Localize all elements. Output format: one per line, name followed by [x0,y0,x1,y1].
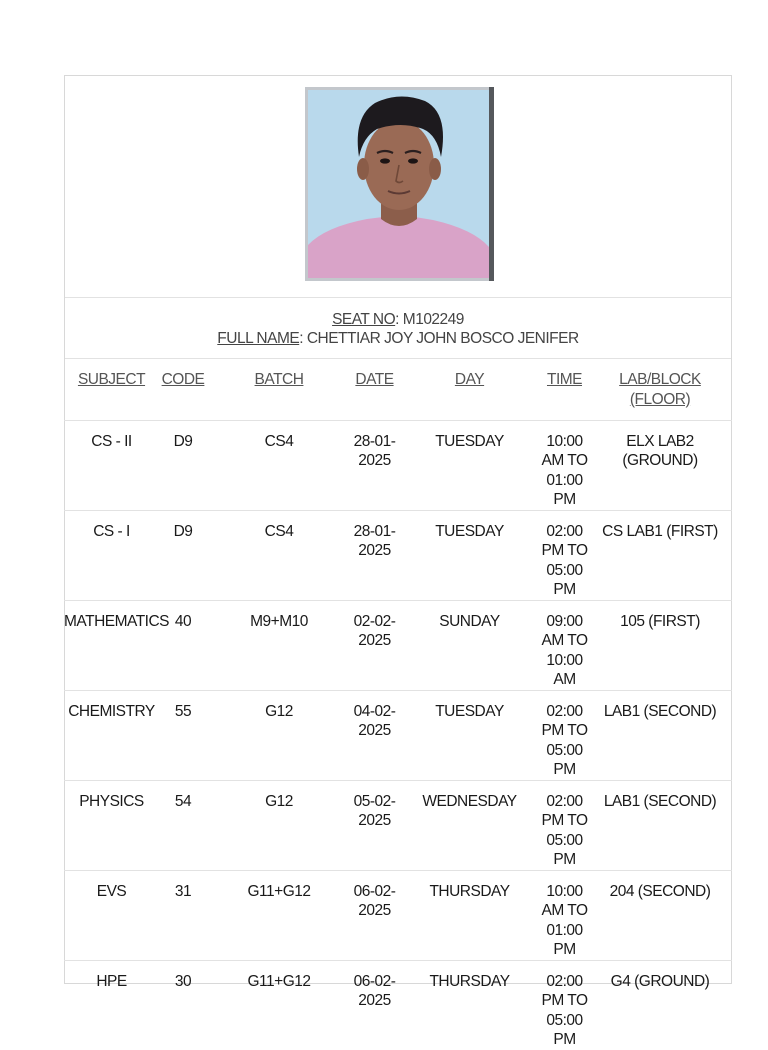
subject-cell: PHYSICS [64,780,159,870]
code-cell: 55 [159,690,207,780]
subject-cell: MATHEMATICS [64,600,159,690]
code-cell: 54 [159,780,207,870]
date-cell: 06-02-2025 [353,972,396,1009]
lab-cell: 204 (SECOND) [588,870,732,960]
day-cell: TUESDAY [398,690,541,780]
lab-cell: LAB1 (SECOND) [588,780,732,870]
code-cell: D9 [159,420,207,510]
student-photo [305,87,494,281]
day-cell: TUESDAY [398,510,541,600]
lab-cell: CS LAB1 (FIRST) [588,510,732,600]
batch-cell: CS4 [207,510,351,600]
time-cell: 09:00 AM TO 10:00 AM [541,600,588,690]
subject-cell: CHEMISTRY [64,690,159,780]
seat-no-label: SEAT NO [332,311,396,328]
batch-cell: G12 [207,690,351,780]
exam-schedule-table [64,359,732,1050]
table-header-row [64,359,732,420]
day-cell: THURSDAY [429,972,510,990]
date-cell: 05-02-2025 [351,780,398,870]
day-cell: SUNDAY [398,600,541,690]
hall-ticket-card [64,75,732,1048]
date-cell: 02-02-2025 [351,600,398,690]
photo-section [65,76,731,298]
batch-cell: G12 [207,780,351,870]
seat-no-value: : M102249 [395,311,464,328]
code-cell: D9 [159,510,207,600]
time-cell: 02:00 PM TO 05:00 PM [541,780,588,870]
seat-number-line [65,310,731,329]
code-cell: 30 [174,972,192,990]
column-header: DAY [398,359,541,420]
column-header: DATE [351,359,398,420]
lab-cell: LAB1 (SECOND) [588,690,732,780]
table-row [64,780,732,870]
column-header: TIME [541,359,588,420]
batch-cell: CS4 [207,420,351,510]
time-cell: 02:00 PM TO 05:00 PM [541,510,588,600]
code-cell: 40 [159,600,207,690]
column-header: BATCH [207,359,351,420]
table-row [64,870,732,960]
lab-cell: G4 (GROUND) [610,972,710,990]
date-cell: 04-02-2025 [351,690,398,780]
day-cell: WEDNESDAY [398,780,541,870]
full-name-line [65,329,731,348]
batch-cell: M9+M10 [207,600,351,690]
day-cell: THURSDAY [398,870,541,960]
table-row [64,420,732,510]
time-cell: 10:00 AM TO 01:00 PM [541,870,588,960]
subject-cell: CS - II [64,420,159,510]
column-header: SUBJECT [64,359,159,420]
batch-cell: G11+G12 [207,870,351,960]
table-row [64,960,732,1050]
column-header: LAB/BLOCK (FLOOR) [588,359,732,420]
date-cell: 28-01-2025 [351,510,398,600]
table-row [64,690,732,780]
time-cell: 02:00 PM TO 05:00 PM [541,972,588,1048]
full-name-label: FULL NAME [217,330,300,347]
batch-cell: G11+G12 [247,972,311,990]
subject-cell: HPE [96,972,127,990]
subject-cell: CS - I [64,510,159,600]
lab-cell: ELX LAB2 (GROUND) [588,420,732,510]
table-row [64,510,732,600]
date-cell: 28-01-2025 [351,420,398,510]
day-cell: TUESDAY [398,420,541,510]
date-cell: 06-02-2025 [351,870,398,960]
subject-cell: EVS [64,870,159,960]
student-identity [65,298,731,359]
full-name-value: : CHETTIAR JOY JOHN BOSCO JENIFER [299,330,579,347]
code-cell: 31 [159,870,207,960]
table-row [64,600,732,690]
lab-cell: 105 (FIRST) [588,600,732,690]
column-header: CODE [159,359,207,420]
time-cell: 02:00 PM TO 05:00 PM [541,690,588,780]
time-cell: 10:00 AM TO 01:00 PM [541,420,588,510]
